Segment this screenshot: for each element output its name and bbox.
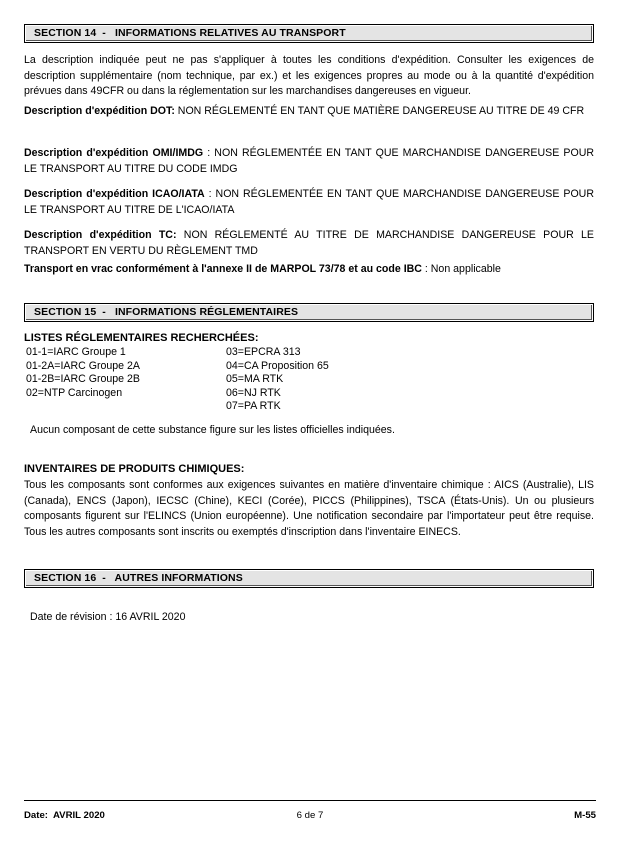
revision-date: Date de révision : 16 AVRIL 2020 — [30, 611, 186, 623]
footer-divider — [24, 800, 596, 801]
list-item: 06=NJ RTK — [226, 386, 281, 399]
section-16-title: SECTION 16 - AUTRES INFORMATIONS — [34, 572, 243, 584]
section-14-intro-paragraph: La description indiquée peut ne pas s'appliquer à toutes les conditions d'expédition. Consulter les exigences de description supplémentaire (nom technique, par ex.) et les exigences propres au mode ou à la quantité d'expédition prévues dans 49CFR ou dans la réglementation sur les marchandises dangereuses en vigueur. — [24, 54, 594, 98]
section-14-header-bar — [24, 24, 594, 43]
shipping-description-icao — [24, 187, 594, 218]
shipping-description-icao-value: : NON RÉGLEMENTÉE EN TANT QUE MARCHANDISE DANGEREUSE POUR LE TRANSPORT AU TITRE DE L'ICAO/IATA — [24, 188, 594, 216]
list-item: 01-2B=IARC Groupe 2B — [26, 373, 140, 386]
section-15-title: SECTION 15 - INFORMATIONS RÉGLEMENTAIRES — [34, 306, 299, 318]
shipping-description-dot — [24, 104, 594, 120]
section-16-header-inner — [26, 571, 592, 586]
regulatory-lists-columns — [26, 346, 586, 414]
section-15-header-bar — [24, 303, 594, 322]
regulatory-lists-heading: LISTES RÉGLEMENTAIRES RECHERCHÉES: — [24, 332, 259, 344]
bulk-transport-value: : Non applicable — [421, 263, 501, 275]
shipping-description-imdg — [24, 146, 594, 177]
page-footer — [24, 810, 596, 826]
list-item: 02=NTP Carcinogen — [26, 386, 123, 399]
shipping-description-icao-label: Description d'expédition ICAO/IATA — [24, 188, 205, 200]
footer-page-number: 6 de 7 — [296, 810, 324, 821]
chemical-inventory-paragraph: Tous les composants sont conformes aux exigences suivantes en matière d'inventaire chimique : AICS (Australie), LIS (Canada), ENCS (Japon), IECSC (Chine), KECI (Corée), PICCS (Philippines), TSCA (États-Unis). Un ou plusieurs composants figurent sur l'ELINCS (Union européenne). Une notification secondaire par l'importateur peut être requise. Tous les autres composants sont inscrits ou exemptés d'inscription dans l'inventaire EINECS. — [24, 479, 594, 538]
list-item: 07=PA RTK — [226, 400, 281, 413]
bulk-transport-line — [24, 262, 594, 278]
chemical-inventory-heading: INVENTAIRES DE PRODUITS CHIMIQUES: — [24, 463, 245, 475]
list-item: 01-2A=IARC Groupe 2A — [26, 359, 140, 372]
shipping-description-dot-value: NON RÉGLEMENTÉ EN TANT QUE MATIÈRE DANGEREUSE AU TITRE DE 49 CFR — [174, 105, 585, 117]
list-item: 05=MA RTK — [226, 373, 284, 386]
list-item: 03=EPCRA 313 — [226, 346, 301, 358]
bulk-transport-label: Transport en vrac conformément à l'annexe II de MARPOL 73/78 et au code IBC — [24, 263, 422, 275]
regulatory-lists-right-column — [226, 346, 486, 414]
shipping-description-tc — [24, 228, 594, 259]
list-item: 01-1=IARC Groupe 1 — [26, 346, 126, 358]
regulatory-lists-left-column — [26, 346, 226, 414]
section-16-header-bar — [24, 569, 594, 588]
section-14-header-inner — [26, 26, 592, 41]
section-15-header-inner — [26, 305, 592, 320]
section-14-title: SECTION 14 - INFORMATIONS RELATIVES AU TRANSPORT — [34, 27, 346, 39]
shipping-description-dot-label: Description d'expédition DOT: — [24, 105, 175, 117]
shipping-description-tc-label: Description d'expédition TC: — [24, 229, 177, 241]
list-item: 04=CA Proposition 65 — [226, 359, 329, 372]
regulatory-lists-note: Aucun composant de cette substance figure sur les listes officielles indiquées. — [30, 424, 395, 436]
regulatory-lists-table — [26, 346, 586, 414]
shipping-description-tc-value: NON RÉGLEMENTÉ AU TITRE DE MARCHANDISE DANGEREUSE POUR LE TRANSPORT EN VERTU DU RÈGLEMENT TMD — [24, 229, 594, 257]
shipping-description-imdg-label: Description d'expédition OMI/IMDG — [24, 147, 204, 159]
footer-date: Date: AVRIL 2020 — [24, 810, 105, 821]
shipping-description-imdg-value: : NON RÉGLEMENTÉE EN TANT QUE MARCHANDISE DANGEREUSE POUR LE TRANSPORT AU TITRE DU CODE IMDG — [24, 147, 594, 175]
footer-document-code: M-55 — [574, 810, 596, 821]
